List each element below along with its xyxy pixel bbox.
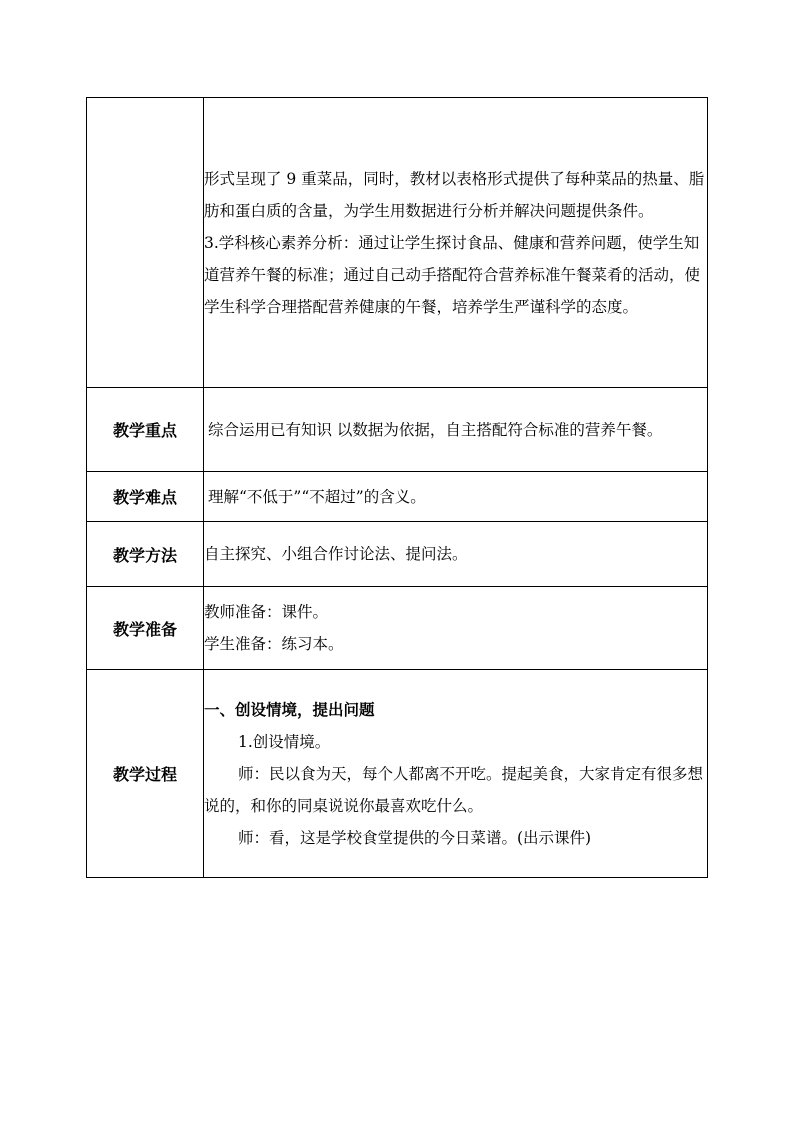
methods-text: 自主探究、小组合作讨论法、提问法。 (204, 545, 468, 563)
process-step: 1.创设情境。 (238, 732, 331, 751)
methods-row (87, 522, 708, 587)
teacher-preparation: 教师准备：课件。 (204, 603, 329, 621)
difficulties-text: 理解“不低于”“不超过”的含义。 (208, 487, 426, 506)
methods-content (204, 522, 708, 587)
process-label: 教学过程 (87, 670, 204, 878)
preparation-label: 教学准备 (87, 587, 204, 670)
key-points-row (87, 388, 708, 472)
process-row (87, 670, 708, 878)
lesson-plan-table (86, 97, 708, 878)
analysis-content (204, 98, 708, 388)
student-preparation: 学生准备：练习本。 (204, 635, 344, 653)
difficulties-row (87, 472, 708, 522)
preparation-row (87, 587, 708, 670)
process-content (204, 670, 708, 878)
process-heading: 一、创设情境，提出问题 (204, 699, 375, 719)
analysis-row (87, 98, 708, 388)
analysis-paragraph-1: 形式呈现了 9 重菜品，同时，教材以表格形式提供了每种菜品的热量、脂肪和蛋白质的含量，为学生用数据进行分析并解决问题提供条件。 (204, 169, 705, 220)
methods-label: 教学方法 (87, 522, 204, 587)
key-points-content (204, 388, 708, 472)
analysis-paragraph-2: 3.学科核心素养分析：通过让学生探讨食品、健康和营养问题，使学生知道营养午餐的标准；通过自己动手搭配符合营养标准午餐菜肴的活动，使学生科学合理搭配营养健康的午餐，培养学生严谨科学的态度。 (204, 233, 701, 316)
key-points-text: 综合运用已有知识 以数据为依据，自主搭配符合标准的营养午餐。 (208, 420, 663, 439)
preparation-content (204, 587, 708, 670)
difficulties-label: 教学难点 (87, 472, 204, 522)
process-paragraph-1: 师：民以食为天，每个人都离不开吃。提起美食，大家肯定有很多想说的，和你的同桌说说你最喜欢吃什么。 (204, 764, 704, 815)
key-points-label: 教学重点 (87, 388, 204, 472)
difficulties-content (204, 472, 708, 522)
analysis-label (87, 98, 204, 388)
process-paragraph-2: 师：看，这是学校食堂提供的今日菜谱。(出示课件) (238, 828, 592, 847)
